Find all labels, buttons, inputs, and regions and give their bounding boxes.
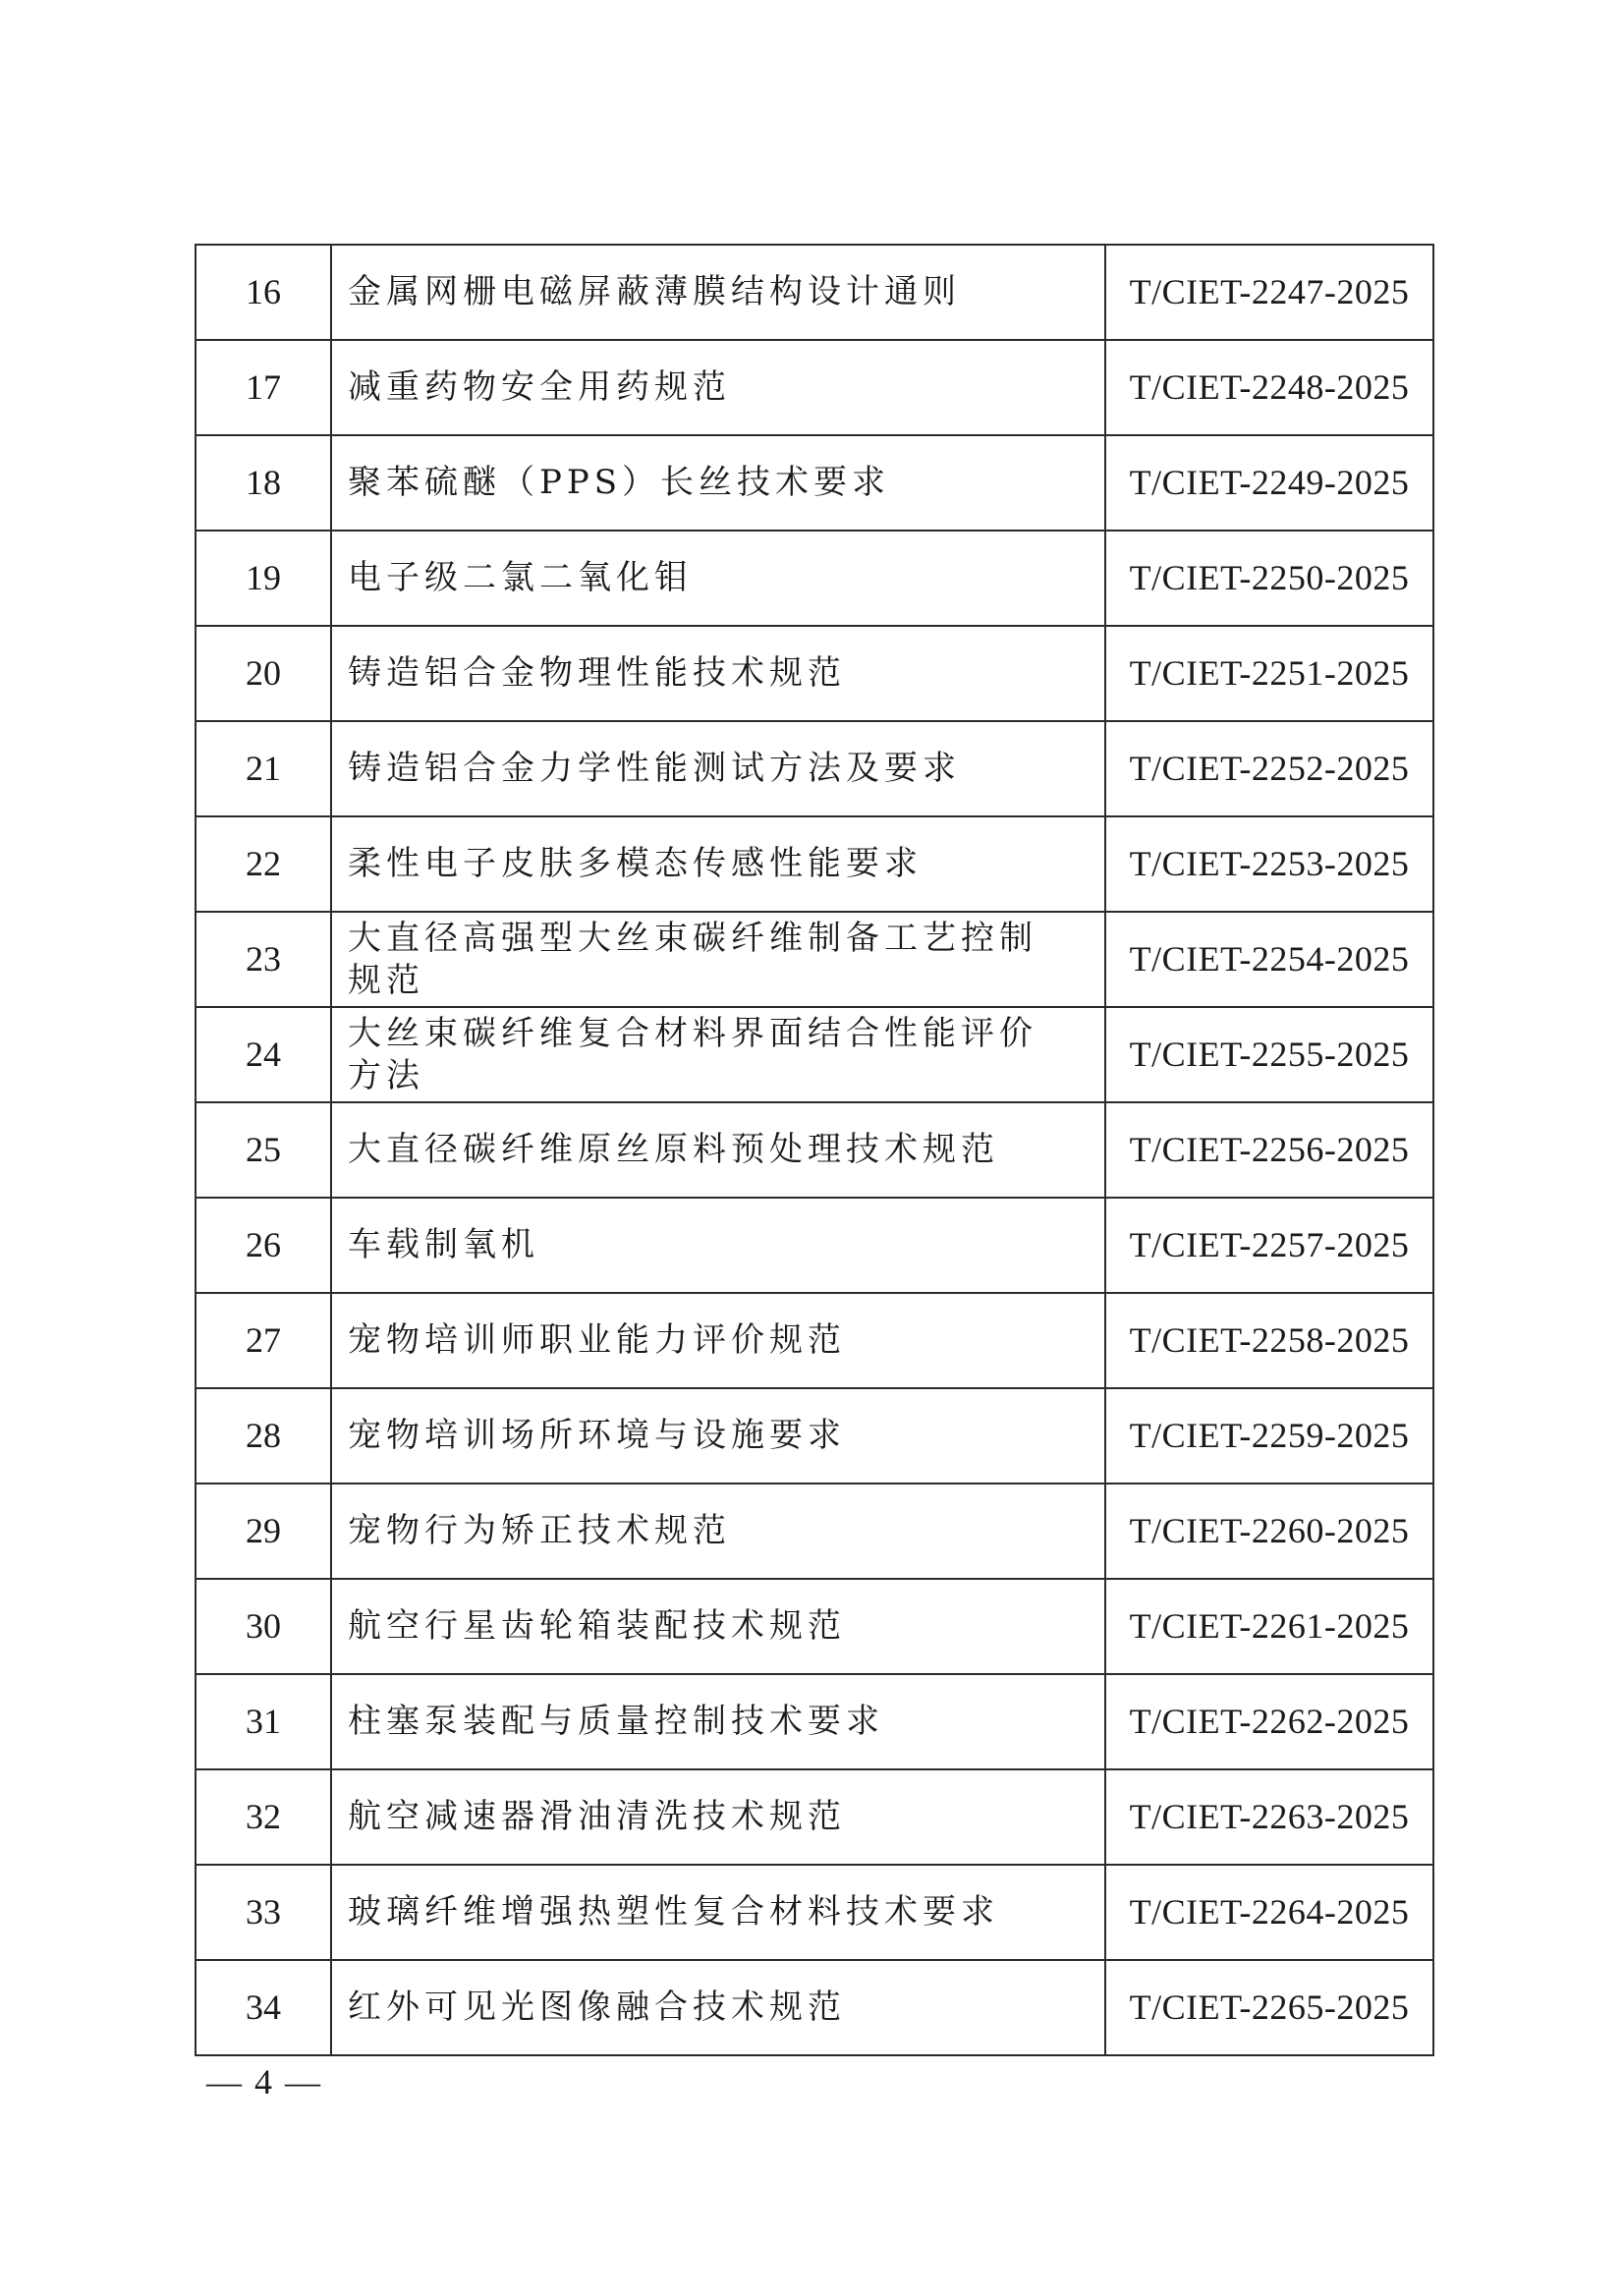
table-row [196,1960,1433,2055]
standard-name: 航空行星齿轮箱装配技术规范 [331,1579,1105,1674]
row-number: 23 [196,912,331,1007]
standard-code: T/CIET-2247-2025 [1105,245,1433,340]
standard-name: 金属网栅电磁屏蔽薄膜结构设计通则 [331,245,1105,340]
row-number: 29 [196,1484,331,1579]
standard-name: 减重药物安全用药规范 [331,340,1105,435]
standard-code: T/CIET-2249-2025 [1105,435,1433,531]
table-row [196,1007,1433,1102]
row-number: 24 [196,1007,331,1102]
standard-name: 大直径碳纤维原丝原料预处理技术规范 [331,1102,1105,1198]
standard-name: 聚苯硫醚（PPS）长丝技术要求 [331,435,1105,531]
standard-name: 铸造铝合金物理性能技术规范 [331,626,1105,721]
row-number: 26 [196,1198,331,1293]
row-number: 34 [196,1960,331,2055]
standard-name: 航空减速器滑油清洗技术规范 [331,1769,1105,1865]
standard-code: T/CIET-2253-2025 [1105,816,1433,912]
table-row [196,1198,1433,1293]
standard-code: T/CIET-2254-2025 [1105,912,1433,1007]
row-number: 25 [196,1102,331,1198]
standard-name: 柔性电子皮肤多模态传感性能要求 [331,816,1105,912]
row-number: 27 [196,1293,331,1388]
standard-code: T/CIET-2265-2025 [1105,1960,1433,2055]
standard-code: T/CIET-2261-2025 [1105,1579,1433,1674]
standard-name: 红外可见光图像融合技术规范 [331,1960,1105,2055]
standard-code: T/CIET-2262-2025 [1105,1674,1433,1769]
page-number: — 4 — [206,2062,322,2101]
standard-name: 柱塞泵装配与质量控制技术要求 [331,1674,1105,1769]
table-row [196,1293,1433,1388]
table-row [196,912,1433,1007]
row-number: 33 [196,1865,331,1960]
standard-code: T/CIET-2263-2025 [1105,1769,1433,1865]
row-number: 21 [196,721,331,816]
row-number: 17 [196,340,331,435]
standards-table-body [196,245,1433,2055]
table-row [196,1674,1433,1769]
table-row [196,1769,1433,1865]
standard-name: 铸造铝合金力学性能测试方法及要求 [331,721,1105,816]
table-row [196,245,1433,340]
row-number: 28 [196,1388,331,1484]
standard-code: T/CIET-2251-2025 [1105,626,1433,721]
standards-table [195,244,1434,2056]
standard-code: T/CIET-2248-2025 [1105,340,1433,435]
standard-name: 电子级二氯二氧化钼 [331,531,1105,626]
row-number: 31 [196,1674,331,1769]
table-row [196,1484,1433,1579]
row-number: 19 [196,531,331,626]
row-number: 30 [196,1579,331,1674]
table-row [196,340,1433,435]
standard-code: T/CIET-2252-2025 [1105,721,1433,816]
table-row [196,1865,1433,1960]
standard-code: T/CIET-2260-2025 [1105,1484,1433,1579]
table-row [196,626,1433,721]
table-row [196,721,1433,816]
standard-name: 宠物行为矫正技术规范 [331,1484,1105,1579]
table-row [196,435,1433,531]
standard-code: T/CIET-2258-2025 [1105,1293,1433,1388]
standard-code: T/CIET-2255-2025 [1105,1007,1433,1102]
table-row [196,531,1433,626]
standard-code: T/CIET-2256-2025 [1105,1102,1433,1198]
standard-name: 玻璃纤维增强热塑性复合材料技术要求 [331,1865,1105,1960]
row-number: 16 [196,245,331,340]
row-number: 32 [196,1769,331,1865]
standard-name: 宠物培训师职业能力评价规范 [331,1293,1105,1388]
standard-code: T/CIET-2250-2025 [1105,531,1433,626]
standard-code: T/CIET-2264-2025 [1105,1865,1433,1960]
table-row [196,1102,1433,1198]
standard-name: 车载制氧机 [331,1198,1105,1293]
standard-code: T/CIET-2259-2025 [1105,1388,1433,1484]
standard-name: 大丝束碳纤维复合材料界面结合性能评价方法 [331,1007,1105,1102]
row-number: 20 [196,626,331,721]
standard-code: T/CIET-2257-2025 [1105,1198,1433,1293]
table-row [196,1388,1433,1484]
table-row [196,1579,1433,1674]
standard-name: 宠物培训场所环境与设施要求 [331,1388,1105,1484]
row-number: 22 [196,816,331,912]
standard-name: 大直径高强型大丝束碳纤维制备工艺控制规范 [331,912,1105,1007]
row-number: 18 [196,435,331,531]
table-row [196,816,1433,912]
